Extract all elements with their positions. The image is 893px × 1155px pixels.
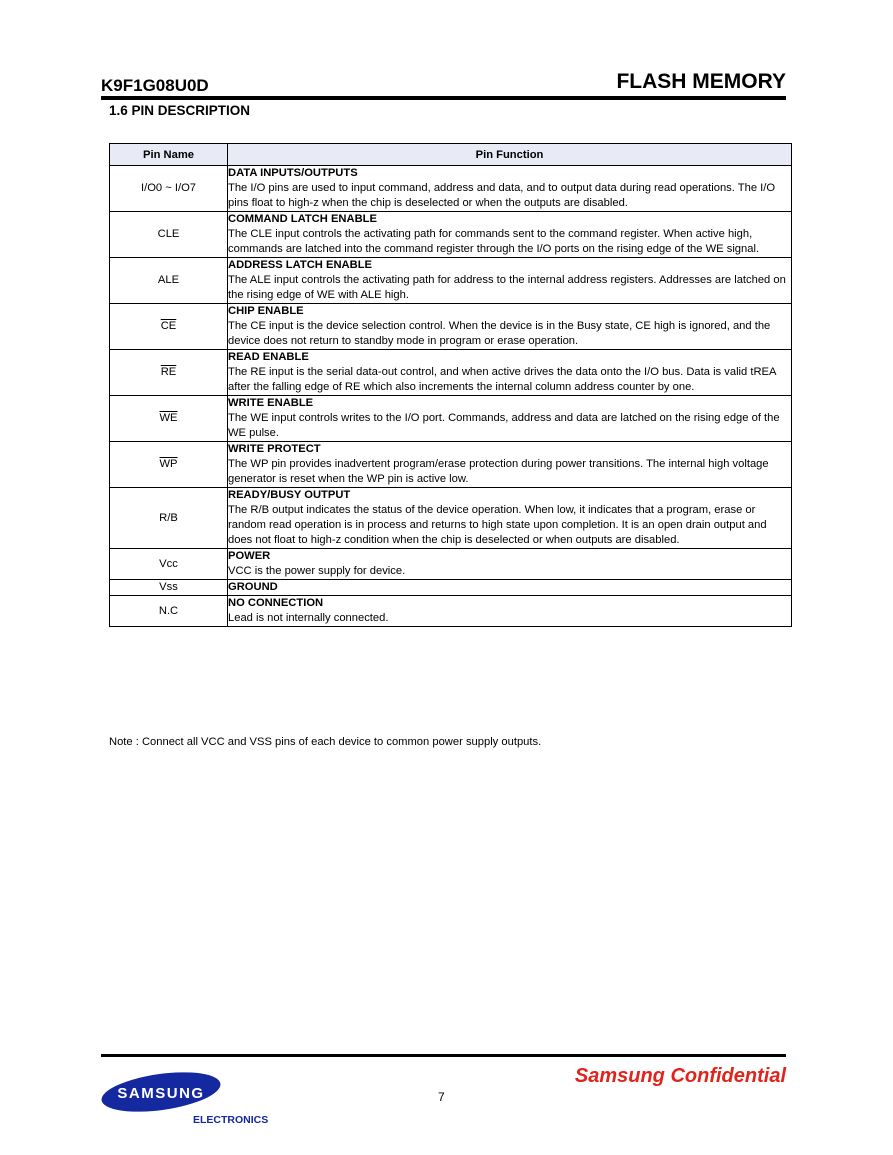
section-title: 1.6 PIN DESCRIPTION: [109, 103, 251, 118]
function-title: READY/BUSY OUTPUT: [228, 489, 351, 501]
function-description: The WP pin provides inadvertent program/erase protection during power transitions. The internal high voltage generator is reset when the WP pin is active low.: [228, 458, 769, 485]
logo-subtext: ELECTRONICS: [193, 1114, 269, 1126]
header-divider: [101, 96, 786, 100]
table-row: [110, 166, 792, 212]
table-note: Note : Connect all VCC and VSS pins of each device to common power supply outputs.: [109, 736, 542, 748]
function-description: The CLE input controls the activating path for commands sent to the command register. When active high, commands are latched into the command register through the I/O ports on the rising edge of the WE signal.: [228, 228, 760, 255]
pin-name-header: Pin Name: [110, 144, 228, 166]
pin-name-cell: [110, 442, 228, 488]
pin-function-cell: [228, 212, 792, 258]
pin-name: $\overline{WE}$: [159, 412, 178, 424]
pin-name-cell: [110, 212, 228, 258]
function-title: WRITE PROTECT: [228, 443, 321, 455]
table-row: [110, 580, 792, 596]
pin-name: Vss: [159, 581, 178, 593]
page-number: 7: [438, 1090, 445, 1104]
pin-name: $\overline{RE}$: [160, 366, 177, 378]
function-description: The R/B output indicates the status of the device operation. When low, it indicates that a program, erase or random read operation is in process and returns to high state upon completion. It is an open drain output and does not float to high-z condition when the chip is deselected or when outputs are disabled.: [228, 504, 767, 546]
pin-description-table: [109, 143, 792, 627]
table-row: [110, 258, 792, 304]
function-title: DATA INPUTS/OUTPUTS: [228, 167, 358, 179]
pin-name: ALE: [157, 274, 180, 286]
pin-name: I/O0 ~ I/O7: [140, 182, 197, 194]
pin-name: N.C: [158, 604, 179, 617]
table-header-row: [110, 144, 792, 166]
table-row: [110, 396, 792, 442]
function-title: ADDRESS LATCH ENABLE: [228, 259, 372, 271]
pin-function-cell: [228, 396, 792, 442]
pin-function-cell: [228, 304, 792, 350]
pin-name-cell: [110, 580, 228, 596]
function-description: The CE input is the device selection control. When the device is in the Busy state, CE high is ignored, and the device does not return to standby mode in program or erase operation.: [228, 320, 771, 347]
pin-name-cell: [110, 488, 228, 549]
pin-function-cell: [228, 596, 792, 627]
table-row: [110, 549, 792, 580]
function-description: The I/O pins are used to input command, address and data, and to output data during read operations. The I/O pins float to high-z when the chip is deselected or when the outputs are disabled.: [228, 182, 776, 209]
pin-name-cell: [110, 304, 228, 350]
pin-function-header: Pin Function: [228, 144, 792, 166]
function-title: GROUND: [228, 581, 278, 593]
pin-name-cell: [110, 258, 228, 304]
footer-divider: [101, 1054, 786, 1057]
pin-function-cell: [228, 350, 792, 396]
pin-name-cell: [110, 350, 228, 396]
function-description: The ALE input controls the activating path for address to the internal address registers. Addresses are latched on the rising edge of WE with ALE high.: [228, 274, 786, 301]
confidential-label: Samsung Confidential: [574, 1065, 786, 1087]
table-row: [110, 488, 792, 549]
pin-name-cell: [110, 596, 228, 627]
part-number: K9F1G08U0D: [101, 76, 209, 95]
table-row: [110, 350, 792, 396]
pin-function-cell: [228, 488, 792, 549]
function-title: CHIP ENABLE: [228, 305, 304, 317]
function-description: The RE input is the serial data-out control, and when active drives the data onto the I/O bus. Data is valid tREA after the falling edge of RE which also increments the internal column address counter by one.: [228, 366, 776, 393]
pin-name: $\overline{WP}$: [159, 458, 178, 470]
function-title: WRITE ENABLE: [228, 397, 314, 409]
pin-name: CLE: [157, 228, 180, 240]
samsung-logo: [100, 1071, 222, 1113]
pin-function-cell: [228, 580, 792, 596]
pin-function-cell: [228, 442, 792, 488]
pin-name: R/B: [159, 511, 178, 524]
function-title: POWER: [228, 550, 271, 562]
logo-text: SAMSUNG: [117, 1085, 205, 1102]
table-row: [110, 596, 792, 627]
function-description: Lead is not internally connected.: [228, 612, 389, 624]
function-title: NO CONNECTION: [228, 597, 324, 609]
pin-name-cell: [110, 549, 228, 580]
pin-function-cell: [228, 166, 792, 212]
function-description: VCC is the power supply for device.: [228, 565, 406, 577]
table-row: [110, 212, 792, 258]
pin-name-cell: [110, 166, 228, 212]
pin-name-cell: [110, 396, 228, 442]
table-row: [110, 304, 792, 350]
function-description: The WE input controls writes to the I/O port. Commands, address and data are latched on the rising edge of the WE pulse.: [228, 412, 780, 439]
document-title: FLASH MEMORY: [616, 70, 786, 93]
pin-function-cell: [228, 549, 792, 580]
table-row: [110, 442, 792, 488]
function-title: COMMAND LATCH ENABLE: [228, 213, 377, 225]
pin-function-cell: [228, 258, 792, 304]
pin-name: Vcc: [159, 557, 178, 570]
pin-name: $\overline{CE}$: [160, 320, 177, 332]
function-title: READ ENABLE: [228, 351, 309, 363]
